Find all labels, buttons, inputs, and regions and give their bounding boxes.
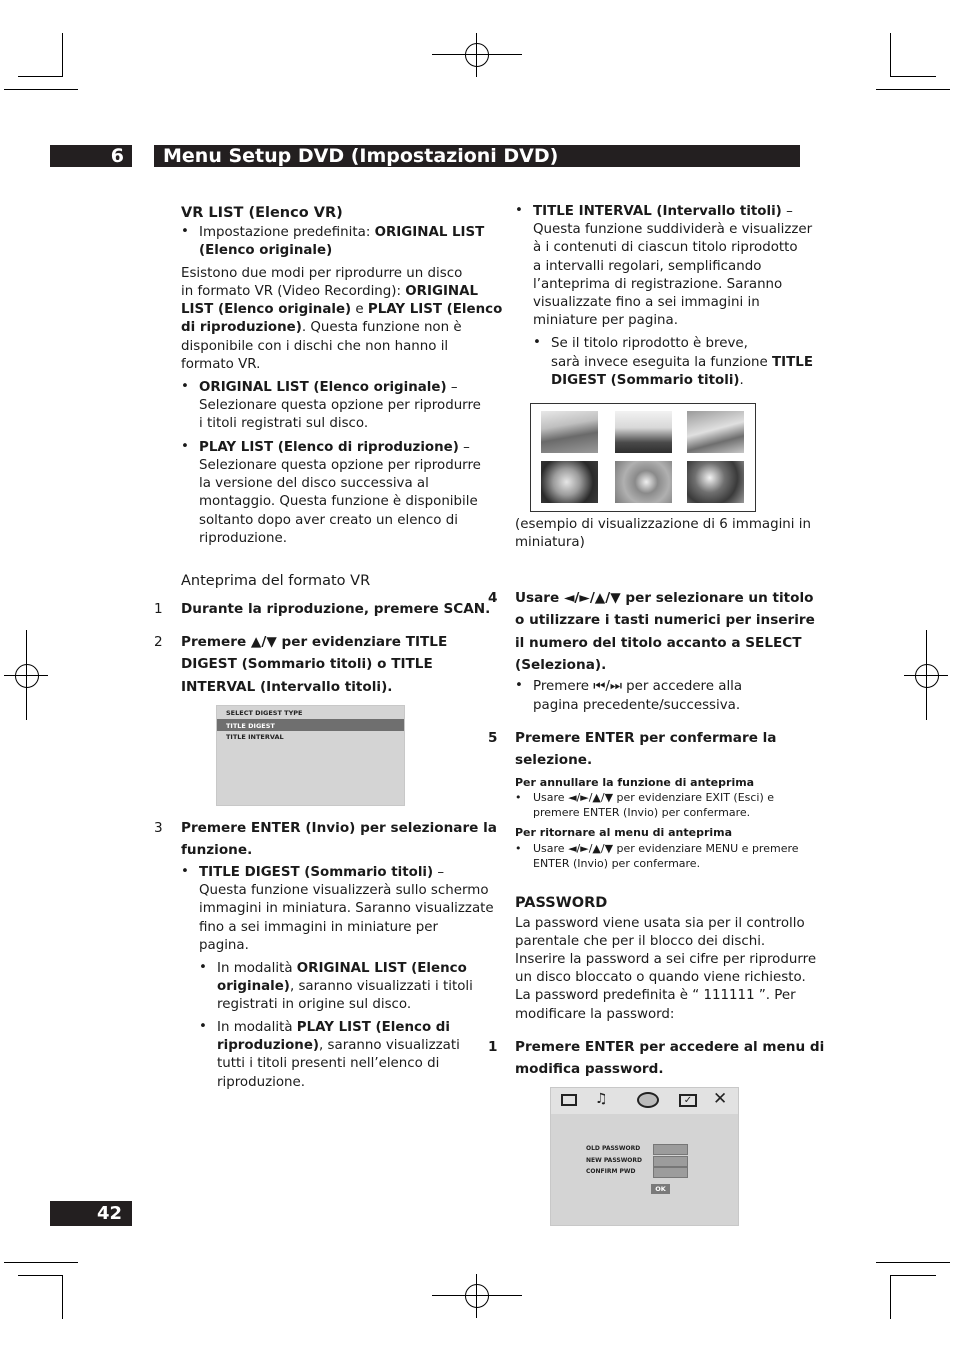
thumbnail-caption: miniatura) [515, 535, 585, 550]
crop-mark [62, 1275, 63, 1319]
vr-list-heading: VR LIST (Elenco VR) [181, 205, 343, 221]
close-icon[interactable]: ✕ [713, 1089, 728, 1109]
default-setting-line: Impostazione predefinita: ORIGINAL LIST [199, 225, 485, 240]
step-text: funzione. [181, 842, 253, 858]
short-title-note: DIGEST (Sommario titoli). [551, 373, 744, 388]
thumbnail-grid-example [530, 403, 756, 512]
registration-mark [465, 43, 489, 67]
password-para: La password predefinita è “ 111111 ”. Per [515, 988, 796, 1003]
step-number: 2 [154, 634, 163, 650]
short-title-note: Se il titolo riprodotto è breve, [551, 336, 748, 351]
title-interval-desc: a intervalli regolari, semplificando [533, 259, 762, 274]
registration-mark [465, 1284, 489, 1308]
title-interval-desc: visualizzate fino a sei immagini in [533, 295, 760, 310]
crop-mark [876, 89, 950, 90]
crop-mark [476, 33, 477, 77]
play-list-desc: montaggio. Questa funzione è disponibile [199, 494, 478, 509]
return-instruction: ENTER (Invio) per confermare. [533, 857, 701, 870]
sub-bullet-play: tutti i titoli presenti nell’elenco di [217, 1056, 440, 1071]
cancel-instruction: Usare ◄/►/▲/▼ per evidenziare EXIT (Esci) e [533, 791, 775, 804]
password-para: La password viene usata sia per il controllo [515, 916, 805, 931]
crop-mark [432, 54, 522, 55]
menu-item-title-digest[interactable]: TITLE DIGEST [226, 722, 275, 730]
step-text: Durante la riproduzione, premere SCAN. [181, 601, 491, 617]
title-digest-desc: Questa funzione visualizzerà sullo schermo [199, 883, 489, 898]
thumbnail-image [615, 461, 672, 503]
confirm-password-label: CONFIRM PWD [586, 1168, 636, 1175]
play-list-desc: Selezionare questa opzione per riprodurre [199, 458, 481, 473]
crop-mark [890, 1275, 936, 1276]
password-heading: PASSWORD [515, 895, 608, 911]
title-digest-desc: fino a sei immagini in miniature per [199, 920, 439, 935]
menu-item-title-interval[interactable]: TITLE INTERVAL [226, 733, 284, 741]
bullet: • [181, 224, 189, 239]
audio-setup-icon[interactable]: ♫ [595, 1091, 608, 1107]
step-text: INTERVAL (Intervallo titoli). [181, 679, 393, 695]
step-text: modifica password. [515, 1061, 664, 1077]
step-number: 1 [154, 601, 163, 617]
thumbnail-image [541, 461, 598, 503]
original-list-item: ORIGINAL LIST (Elenco originale) – [199, 380, 458, 395]
crop-mark [18, 1275, 62, 1276]
step-number: 5 [488, 730, 498, 746]
step-number: 1 [488, 1039, 498, 1055]
short-title-note: sarà invece eseguita la funzione TITLE [551, 355, 813, 370]
original-list-desc: i titoli registrati sul disco. [199, 416, 369, 431]
sub-bullet-play: In modalità PLAY LIST (Elenco di [217, 1020, 450, 1035]
step-number: 4 [488, 590, 498, 606]
bullet: • [515, 842, 522, 855]
return-instruction: Usare ◄/►/▲/▼ per evidenziare MENU e premere [533, 842, 799, 855]
vr-para-line: formato VR. [181, 357, 261, 372]
digest-type-screen [216, 705, 405, 806]
bullet: • [181, 439, 189, 454]
vr-para-line: disponibile con i dischi che non hanno il [181, 339, 449, 354]
ok-button[interactable]: OK [651, 1184, 670, 1194]
step-text: DIGEST (Sommario titoli) o TITLE [181, 656, 433, 672]
bullet: • [515, 791, 522, 804]
sub-bullet-original: originale), saranno visualizzati i titoli [217, 979, 473, 994]
play-list-desc: riproduzione. [199, 531, 288, 546]
vr-para-line: Esistono due modi per riprodurre un disco [181, 266, 463, 281]
step-number: 3 [154, 820, 163, 836]
sub-bullet-play: riproduzione), saranno visualizzati [217, 1038, 460, 1053]
crop-mark [476, 1274, 477, 1318]
general-setup-icon[interactable] [561, 1094, 577, 1106]
page-nav-note: Premere ⏮/⏭ per accedere alla [533, 679, 743, 694]
page-nav-note: pagina precedente/successiva. [533, 698, 741, 713]
cancel-heading: Per annullare la funzione di anteprima [515, 776, 755, 789]
title-interval-item: TITLE INTERVAL (Intervallo titoli) – [533, 204, 793, 219]
screen-title: SELECT DIGEST TYPE [226, 709, 303, 717]
thumbnail-image [541, 411, 598, 453]
chapter-title: Menu Setup DVD (Impostazioni DVD) [154, 145, 800, 167]
step-text: (Seleziona). [515, 657, 607, 673]
chapter-number: 6 [50, 145, 132, 167]
sub-bullet-original: In modalità ORIGINAL LIST (Elenco [217, 961, 467, 976]
title-interval-desc: l’anteprima di registrazione. Saranno [533, 277, 783, 292]
step-text: o utilizzare i tasti numerici per inserire [515, 612, 815, 628]
dvd-setup-icon[interactable] [637, 1092, 659, 1108]
step-text: Premere ENTER per accedere al menu di [515, 1039, 825, 1055]
cancel-instruction: premere ENTER (Invio) per confermare. [533, 806, 751, 819]
title-interval-desc: miniature per pagina. [533, 313, 678, 328]
new-password-field[interactable] [653, 1156, 688, 1167]
title-interval-desc: Questa funzione suddividerà e visualizzer [533, 222, 813, 237]
play-list-desc: soltanto dopo aver creato un elenco di [199, 513, 458, 528]
thumbnail-image [687, 461, 744, 503]
step-text: Premere ENTER per confermare la [515, 730, 777, 746]
title-digest-desc: pagina. [199, 938, 249, 953]
crop-mark [876, 1262, 950, 1263]
vr-para-line: in formato VR (Video Recording): ORIGINAL [181, 284, 479, 299]
crop-mark [26, 630, 27, 720]
old-password-label: OLD PASSWORD [586, 1145, 641, 1152]
default-setting-line2: (Elenco originale) [199, 243, 333, 258]
password-para: Inserire la password a sei cifre per riprodurre [515, 952, 817, 967]
new-password-label: NEW PASSWORD [586, 1157, 643, 1164]
thumbnail-image [615, 411, 672, 453]
thumbnail-caption: (esempio di visualizzazione di 6 immagini in [515, 517, 811, 532]
play-list-desc: la versione del disco successiva al [199, 476, 429, 491]
password-para: parentale che per il blocco dei dischi. [515, 934, 766, 949]
bullet: • [515, 678, 523, 693]
crop-mark [432, 1295, 522, 1296]
crop-mark [890, 33, 891, 77]
step-text: Premere ENTER (Invio) per selezionare la [181, 820, 497, 836]
vr-para-line: di riproduzione). Questa funzione non è [181, 320, 462, 335]
bullet: • [181, 864, 189, 879]
bullet: • [199, 960, 207, 975]
bullet: • [515, 203, 523, 218]
old-password-field[interactable] [653, 1144, 688, 1155]
crop-mark [890, 1275, 891, 1319]
step-text: Usare ◄/►/▲/▼ per selezionare un titolo [515, 590, 814, 606]
vr-para-line: LIST (Elenco originale) e PLAY LIST (Elenco [181, 302, 503, 317]
crop-mark [926, 630, 927, 720]
password-para: modificare la password: [515, 1007, 675, 1022]
preview-heading: Anteprima del formato VR [181, 573, 371, 589]
registration-mark [915, 664, 939, 688]
sub-bullet-original: registrati in origine sul disco. [217, 997, 412, 1012]
bullet: • [199, 1019, 207, 1034]
thumbnail-image [687, 411, 744, 453]
password-screen [550, 1087, 739, 1226]
title-digest-item: TITLE DIGEST (Sommario titoli) – [199, 865, 445, 880]
bullet: • [533, 335, 541, 350]
step-text: Premere ▲/▼ per evidenziare TITLE [181, 634, 448, 650]
return-heading: Per ritornare al menu di anteprima [515, 826, 733, 839]
crop-mark [18, 76, 62, 77]
crop-mark [890, 76, 936, 77]
preferences-icon[interactable]: ✓ [679, 1094, 697, 1107]
title-digest-desc: immagini in miniatura. Saranno visualizzate [199, 901, 494, 916]
crop-mark [4, 1262, 78, 1263]
step-text: selezione. [515, 752, 593, 768]
page-number: 42 [50, 1201, 132, 1226]
crop-mark [62, 33, 63, 77]
confirm-password-field[interactable] [653, 1167, 688, 1178]
bullet: • [181, 379, 189, 394]
sub-bullet-play: riproduzione. [217, 1075, 306, 1090]
original-list-desc: Selezionare questa opzione per riprodurre [199, 398, 481, 413]
password-para: un disco bloccato o quando viene richiesto. [515, 970, 806, 985]
step-text: il numero del titolo accanto a SELECT [515, 635, 802, 651]
registration-mark [15, 664, 39, 688]
crop-mark [4, 89, 78, 90]
title-interval-desc: à i contenuti di ciascun titolo riprodotto [533, 240, 798, 255]
play-list-item: PLAY LIST (Elenco di riproduzione) – [199, 440, 470, 455]
